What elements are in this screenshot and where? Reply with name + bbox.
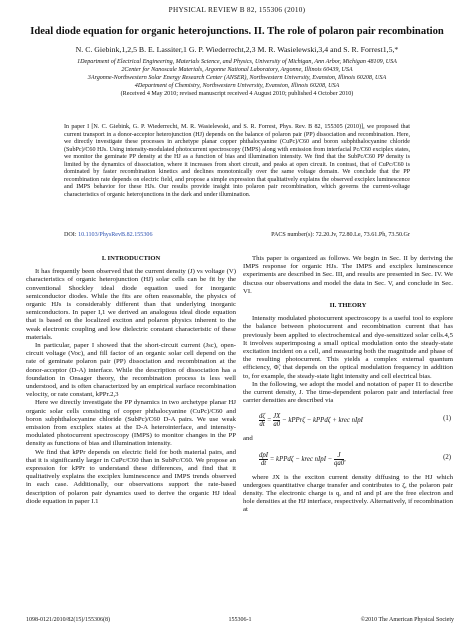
theory-paragraph: Intensity modulated photocurrent spectroscopy is a useful tool to explore the balance between photocurrent and recombination current that has previously been applied to electrochemical and dye-sensitized solar cells.4,5 It involves superimposing a small optical modulation onto the steady-state excitation incident on a cell, and measuring both the magnitude and phase of the resulting photocurrent. This yields a complex external quantum efficiency, Φ̃, that depends on the optical modulation frequency in addition to, for example, the steady-state light intensity and cell electrical bias.	[243, 315, 453, 380]
doi-label: DOI:	[64, 232, 77, 238]
intro-paragraph: We find that kPPr depends on electric field for both material pairs, and that it is significantly larger in CuPc/C60 than in SubPc/C60. We propose an expression for kPPr to understand these differences, and find that it qualitatively explains the exciplex luminescence and IMPS trends observed in each case. Additionally, our observations support the rate-based description of polaron pair dynamics used to derive the organic HJ ideal diode equation in paper I.1	[26, 448, 236, 505]
doi-row	[64, 232, 410, 238]
footer-page-number: 155306-1	[228, 617, 252, 623]
left-column	[26, 255, 236, 506]
intro-paragraph: Here we directly investigate the PP dynamics in two archetype planar HJ organic solar cells consisting of copper phthalocyanine (CuPc)/C60 and boron subphthalocyanine chloride (SubPc)/C60 D-A pairs. We use weak emission from exciplex states at the D-A heterointerface, and intensity-modulated photocurrent spectroscopy (IMPS) to monitor changes in the PP density as functions of bias and illumination intensity.	[26, 399, 236, 448]
affiliation-4: 4Department of Chemistry, Northwestern University, Evanston, Illinois 60208, USA	[134, 83, 340, 90]
footer-copyright: ©2010 The American Physical Society	[360, 617, 454, 623]
organization-paragraph: This paper is organized as follows. We begin in Sec. II by deriving the IMPS response for organic HJs. The IMPS and exciplex luminescence experiments are described in Sec. III, and results are presented in Sec. IV. We discuss our observations and model the data in Sec. V, and conclude in Sec. VI.	[243, 255, 453, 295]
intro-paragraph: It has frequently been observed that the current density (J) vs voltage (V) characteristics of organic heterojunction (HJ) solar cells can be fit by the conventional Shockley ideal diode equation used for inorganic semiconductor diodes. While the fits are often reasonable, the physics of organic HJs is considerably different than that underlying inorganic semiconductors. In paper I,1 we derived an analogous ideal diode equation that is based on the localized exciton and polaron physics inherent to the weak electronic coupling and low dielectric constant characteristic of these materials.	[26, 268, 236, 341]
footer-issn: 1098-0121/2010/82(15)/155306(8)	[26, 617, 110, 623]
equation-2: $\frac{\text{dpI}}{dt}$ = kPPdζ − krec nIpI − $\frac{J}{qa0}$ , (2)	[259, 451, 451, 467]
paper-title: Ideal diode equation for organic heterojunctions. II. The role of polaron pair recombination	[30, 26, 444, 37]
equation-number: (1)	[443, 415, 451, 423]
theory-paragraph: where JX is the exciton current density diffusing to the HJ which undergoes quantitative charge transfer and contributes to ζ, the polaron pair density. The electronic charge is q, and nI and pI are the free electron and hole densities at the HJ interface, respectively. Alternatively, if recombination at	[243, 473, 453, 514]
eq2-lhs-fraction: $\frac{\text{dpI}}{dt}$	[259, 451, 269, 467]
intro-paragraph: In particular, paper I showed that the short-circuit current (Jsc), open-circuit voltage (Voc), and fill factor of an organic solar cell depend on the rate of geminate polaron pair (PP) dissociation and recombination at the donor-acceptor (D-A) interface. While the description of dissociation has a foundation in Onsager theory, the recombination process is less well understood, and is often characterized by an empirical surface recombination velocity, or rate constant, kPPr.2,3	[26, 342, 236, 399]
eq1-exciton-term: $\frac{JX}{a0}$	[273, 413, 281, 429]
affiliation-3: 3Argonne-Northwestern Solar Energy Research Center (ANSER), Northwestern University, Evanston, Illinois 60208, USA	[87, 75, 387, 82]
section-heading-introduction: I. INTRODUCTION	[101, 255, 161, 262]
journal-header: PHYSICAL REVIEW B 82, 155306 (2010)	[168, 6, 306, 14]
eq1-lhs-fraction: $\frac{d\zeta}{dt}$	[259, 413, 266, 429]
equation-1: $\frac{d\zeta}{dt}$ = $\frac{JX}{a0}$ − kPPrζ − kPPdζ + krec nIpI (1)	[259, 413, 451, 429]
pacs-numbers: PACS number(s): 72.20.Jv, 72.80.Le, 73.61.Ph, 73.50.Gr	[271, 232, 410, 238]
abstract: In paper I [N. C. Giebink, G. P. Wiederrecht, M. R. Wasielewski, and S. R. Forrest, Phys. Rev. B 82, 155305 (2010)], we proposed that current transport in a donor-acceptor heterojunction (HJ) depends on the balance of polaron pair (PP) dissociation and recombination. Here, we directly investigate these processes in archetype planar copper phthalocyanine (CuPc)/C60 and boron subphthalocyanine chloride (SubPc)/C60 HJs. Using intensity-modulated photocurrent spectroscopy (IMPS) along with emission from interfacial Pc/C60 exciplex states, we monitor the geminate PP density at the HJ as a function of bias and illumination intensity. We find that the SubPc/C60 PP density is limited by the dynamics of dissociation, where it increases from short circuit, and peaks at open circuit. In contrast, that of CuPc/C60 is dominated by faster recombination kinetics and declines monotonically over the same voltage domain. We conclude that the PP recombination rate depends on electric field, and propose a simple expression that qualitatively explains the observed exciplex luminescence and IMPS behavior for these HJs. Our results provide insight into polaron pair recombination, which governs the current-voltage characteristics of organic heterojunctions in the dark and under illumination.	[64, 124, 410, 198]
author-list: N. C. Giebink,1,2,5 B. E. Lassiter,1 G. P. Wiederrecht,2,3 M. R. Wasielewski,3,4 and S. R. Forrest1,5,*	[75, 45, 399, 54]
affiliation-1: 1Department of Electrical Engineering, Materials Science, and Physics, University of Michigan, Ann Arbor, Michigan 48109, USA	[77, 59, 397, 65]
received-dates: (Received 4 May 2010; revised manuscript received 4 August 2010; published 4 October 2010)	[120, 91, 354, 98]
section-heading-theory: II. THEORY	[329, 302, 367, 310]
theory-paragraph: In the following, we adopt the model and notation of paper I1 to describe the current density, J. The time-dependent polaron pair and interfacial free carrier densities are described via	[243, 380, 453, 405]
affiliations	[8, 58, 466, 98]
right-column	[243, 255, 453, 515]
doi-link[interactable]: 10.1103/PhysRevB.82.155306	[78, 232, 153, 238]
affiliation-2: 2Center for Nanoscale Materials, Argonne National Laboratory, Argonne, Illinois 60439, USA	[121, 67, 353, 74]
equation-number: (2)	[443, 453, 451, 461]
equation-connector: and	[243, 435, 253, 443]
page-footer	[26, 617, 454, 623]
eq2-current-term: $\frac{J}{qa0}$	[333, 451, 345, 467]
